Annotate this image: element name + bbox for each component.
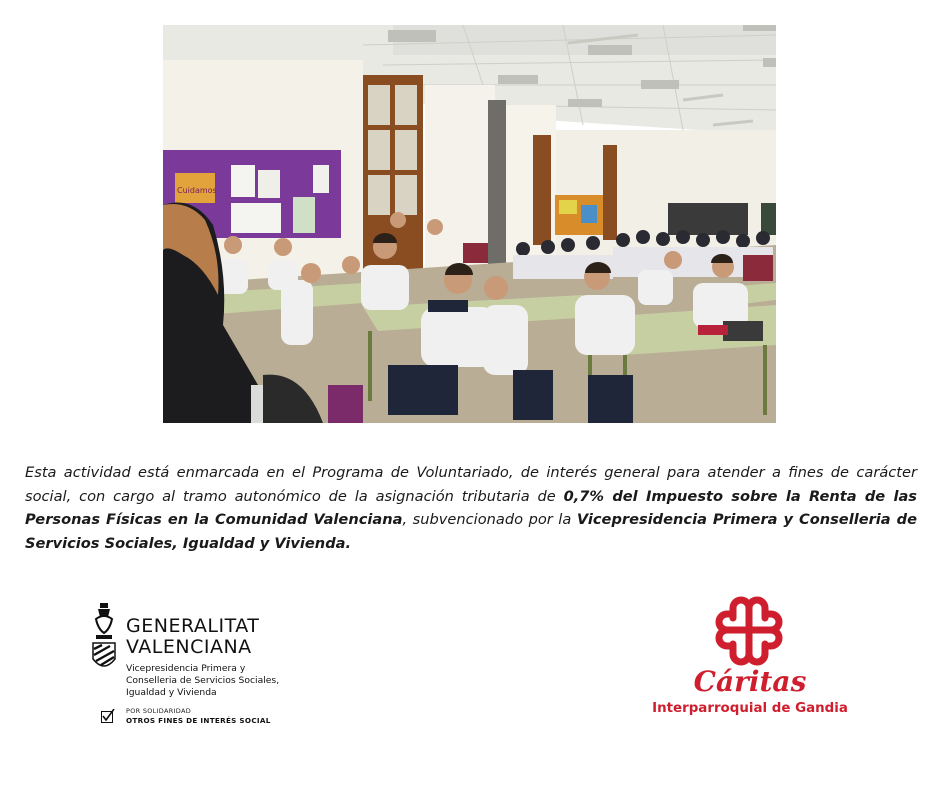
caritas-place: Interparroquial de Gandia — [652, 701, 848, 716]
generalitat-logo — [90, 601, 320, 731]
department-line-3: Igualdad y Vivienda — [126, 687, 217, 698]
poster-text: Cuidamos — [177, 186, 217, 195]
checkbox-icon — [101, 709, 115, 723]
generalitat-title-2: VALENCIANA — [126, 636, 252, 658]
department-line-1: Vicepresidencia Primera y — [126, 663, 246, 674]
department-line-2: Conselleria de Servicios Sociales, — [126, 675, 280, 686]
crest-icon — [90, 601, 118, 673]
generalitat-department — [126, 663, 316, 699]
funding-notice — [25, 461, 917, 555]
notice-text-2: , subvencionado por la — [402, 511, 577, 528]
caritas-logo — [630, 594, 870, 724]
other-purposes-label: OTROS FINES DE INTERÉS SOCIAL — [126, 716, 271, 725]
solidarity-label: POR SOLIDARIDAD — [126, 707, 192, 715]
caritas-cross-icon — [713, 594, 785, 668]
notice-bold-1: 0,7% del Impuesto sobre la Renta de las Personas Físicas en la Comunidad Valenciana — [25, 487, 917, 528]
classroom-photo — [163, 25, 776, 423]
notice-bold-2: Vicepresidencia Primera y Conselleria de Servicios Sociales, Igualdad y Vivienda. — [25, 511, 917, 552]
generalitat-title-1: GENERALITAT — [126, 615, 260, 637]
caritas-name: Cáritas — [693, 665, 807, 698]
classroom-illustration — [163, 25, 776, 423]
notice-text-1: Esta actividad está enmarcada en el Programa de Voluntariado, de interés general para atender a fines de carácter social, con cargo al tramo autonómico de la asignación tributaria de — [25, 464, 917, 505]
